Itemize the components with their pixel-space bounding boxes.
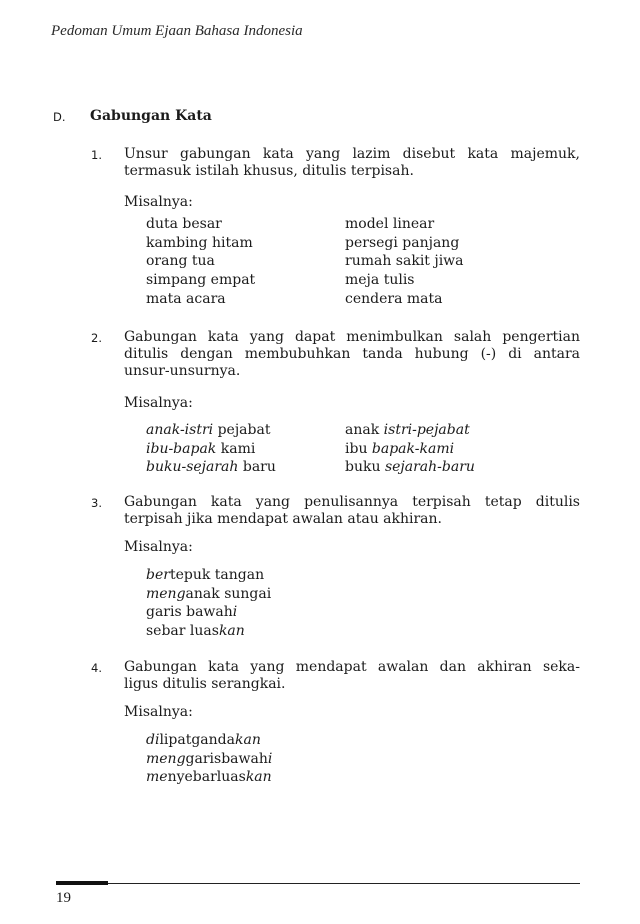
item-text xyxy=(124,146,580,180)
example-term: bertepuk tangan xyxy=(146,567,265,583)
item-number: 1. xyxy=(91,148,102,162)
text-line: unsur-unsurnya. xyxy=(124,363,241,379)
example-label: Misalnya: xyxy=(124,395,193,411)
example-term: menganak sungai xyxy=(146,585,272,602)
item-number: 2. xyxy=(91,331,102,345)
item-text xyxy=(124,659,580,693)
example-column-2 xyxy=(345,215,464,308)
example-column-1 xyxy=(146,421,276,477)
example-term: anak istri-pejabat xyxy=(345,422,470,438)
text-line: ligus ditulis serangkai. xyxy=(124,676,286,692)
example-label: Misalnya: xyxy=(124,539,193,555)
item-number: 4. xyxy=(91,661,102,675)
example-term: mata acara xyxy=(146,290,226,307)
example-term: rumah sakit jiwa xyxy=(345,253,464,270)
example-label: Misalnya: xyxy=(124,704,193,720)
footer-accent-bar xyxy=(56,881,108,885)
example-column-2 xyxy=(345,421,475,477)
section-letter: D. xyxy=(53,110,66,124)
text-line: Gabungan kata yang penulisannya terpisah tetap ditulis xyxy=(124,494,580,510)
example-label: Misalnya: xyxy=(124,194,193,210)
example-list xyxy=(146,566,271,641)
example-term: garis bawahi xyxy=(146,604,238,621)
text-line: Gabungan kata yang mendapat awalan dan akhiran seka- xyxy=(124,659,580,675)
page-number: 19 xyxy=(56,890,71,906)
example-term: meja tulis xyxy=(345,272,415,289)
example-term: buku sejarah-baru xyxy=(345,459,475,476)
section-title: Gabungan Kata xyxy=(90,108,212,124)
example-term: cendera mata xyxy=(345,290,443,307)
example-column-1 xyxy=(146,215,255,308)
example-term: buku-sejarah baru xyxy=(146,459,276,476)
text-line: Gabungan kata yang dapat menimbulkan salah pengertian xyxy=(124,329,580,345)
example-term: orang tua xyxy=(146,253,215,270)
example-term: sebar luaskan xyxy=(146,623,245,640)
example-term: anak-istri pejabat xyxy=(146,422,271,438)
text-line: Unsur gabungan kata yang lazim disebut kata majemuk, xyxy=(124,146,580,162)
footer-rule xyxy=(56,883,580,884)
example-term: menggarisbawahi xyxy=(146,750,273,767)
example-list xyxy=(146,731,272,787)
text-line: terpisah jika mendapat awalan atau akhiran. xyxy=(124,511,442,527)
example-term: simpang empat xyxy=(146,272,256,289)
running-head: Pedoman Umum Ejaan Bahasa Indonesia xyxy=(51,23,303,39)
example-term: dilipatgandakan xyxy=(146,732,261,748)
text-line: ditulis dengan membubuhkan tanda hubung (-) di antara xyxy=(124,346,580,362)
example-term: duta besar xyxy=(146,216,222,232)
example-term: model linear xyxy=(345,216,435,232)
item-text xyxy=(124,329,580,380)
text-line: termasuk istilah khusus, ditulis terpisah. xyxy=(124,163,414,179)
example-term: kambing hitam xyxy=(146,234,253,251)
item-number: 3. xyxy=(91,496,102,510)
example-term: ibu-bapak kami xyxy=(146,440,256,457)
item-text xyxy=(124,494,580,528)
example-term: persegi panjang xyxy=(345,234,460,251)
example-term: ibu bapak-kami xyxy=(345,440,455,457)
example-term: menyebarluaskan xyxy=(146,769,272,786)
